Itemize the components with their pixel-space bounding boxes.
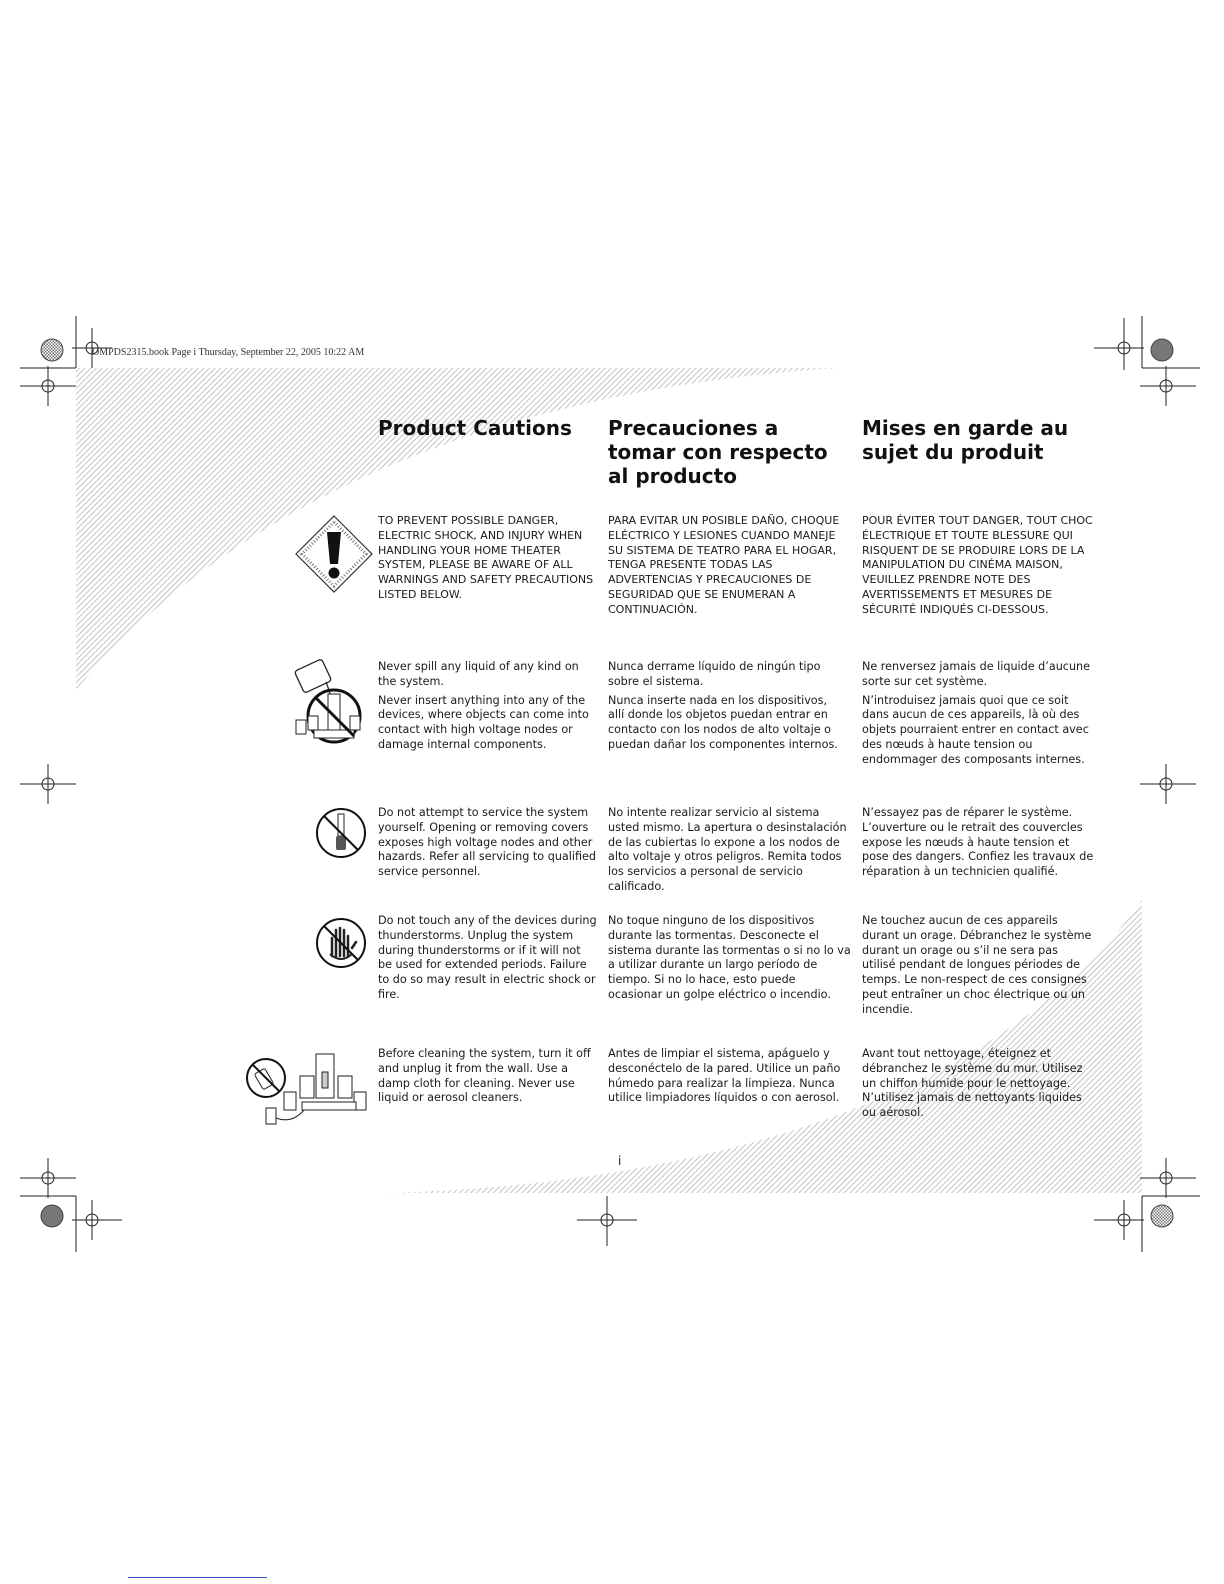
cleaning-caution-es: Antes de limpiar el sistema, apáguelo y desconéctelo de la pared. Utilice un paño húmedo para realizar la limpieza. Nunca utilice limpiadores líquidos o con aerosol. [608, 1047, 841, 1105]
liquid-caution-es-1: Nunca derrame líquido de ningún tipo sobre el sistema. [608, 660, 821, 688]
registration-mark-r3 [1140, 1158, 1196, 1198]
liquid-caution-es-2: Nunca inserte nada en los dispositivos, allí donde los objetos puedan entrar en contacto con los nodos de alto voltaje o puedan dañar los componentes internos. [608, 693, 838, 751]
registration-mark-bc [577, 1196, 637, 1246]
title-fr: Mises en garde au sujet du produit [862, 416, 1069, 464]
print-dot-br [1151, 1205, 1173, 1227]
print-dot-tl [41, 339, 63, 361]
warning-text-fr: POUR ÉVITER TOUT DANGER, TOUT CHOC ÉLECTRIQUE ET TOUTE BLESSURE QUI RISQUENT DE SE PRODUIRE LORS DE LA MANIPULATION DU CINÉMA MAISON, VEUILLEZ PRENDRE NOTE DES AVERTISSEMENTS ET MESURES DE SÉCURITÉ INDIQUÉS CI-DESSOUS. [862, 514, 1093, 616]
no-touch-hand-icon [314, 916, 368, 970]
cleaning-caution-fr: Avant tout nettoyage, éteignez et débranchez le système du mur. Utilisez un chiffon humide pour le nettoyage. N’utilisez jamais de nettoyants liquides ou aérosol. [862, 1047, 1083, 1120]
liquid-caution-fr-2: N’introduisez jamais quoi que ce soit dans aucun de ces appareils, là où des objets pourraient entrer en contact avec des nœuds à haute tension ou endommager des composants internes. [862, 693, 1089, 766]
service-caution-fr: N’essayez pas de réparer le système. L’ouverture ou le retrait des couvercles expose les nœuds à haute tension et pose des dangers. Confiez les travaux de réparation à un technicien qualifié. [862, 806, 1094, 879]
bottom-rule [128, 1577, 267, 1578]
registration-mark-br [1094, 1200, 1144, 1240]
registration-mark-r1 [1140, 366, 1196, 406]
storm-caution-en: Do not touch any of the devices during thunderstorms. Unplug the system during thunderstorms or if it will not be used for extended periods. Failure to do so may result in electric shock or fire. [378, 914, 597, 1001]
registration-mark-l2 [20, 764, 76, 804]
print-dot-tr [1151, 339, 1173, 361]
warning-diamond-icon [294, 514, 374, 594]
liquid-caution-en-2: Never insert anything into any of the devices, where objects can come into contact with high voltage nodes or damage internal components. [378, 693, 589, 751]
storm-caution-es: No toque ninguno de los dispositivos durante las tormentas. Desconecte el sistema durante las tormentas o si no lo va a utilizar durante un largo período de tiempo. Si no lo hace, esto puede ocasionar un golpe eléctrico o incendio. [608, 914, 851, 1001]
liquid-caution-en-1: Never spill any liquid of any kind on the system. [378, 660, 579, 688]
registration-mark-tr [1094, 318, 1144, 370]
registration-mark-bl [72, 1200, 122, 1240]
print-file-info: OMPDS2315.book Page i Thursday, September 22, 2005 10:22 AM [92, 347, 365, 358]
liquid-caution-fr [862, 660, 1094, 772]
service-caution-en: Do not attempt to service the system yourself. Opening or removing covers exposes high voltage nodes and other hazards. Refer all servicing to qualified service personnel. [378, 806, 597, 879]
warning-text-es: PARA EVITAR UN POSIBLE DAÑO, CHOQUE ELÉCTRICO Y LESIONES CUANDO MANEJE SU SISTEMA DE TEATRO PARA EL HOGAR, TENGA PRESENTE TODAS LAS ADVERTENCIAS Y PRECAUCIONES DE SEGURIDAD QUE SE ENUMERAN A CONTINUACIÓN. [608, 514, 840, 616]
warning-text-en: TO PREVENT POSSIBLE DANGER, ELECTRIC SHOCK, AND INJURY WHEN HANDLING YOUR HOME THEATER SYSTEM, PLEASE BE AWARE OF ALL WARNINGS AND SAFETY PRECAUTIONS LISTED BELOW. [378, 514, 594, 601]
print-dot-bl [41, 1205, 63, 1227]
no-aerosol-cleaner-icon [244, 1050, 370, 1130]
liquid-caution-es [608, 660, 840, 757]
title-es: Precauciones a tomar con respecto al producto [608, 416, 828, 488]
title-en: Product Cautions [378, 416, 572, 440]
service-caution-es: No intente realizar servicio al sistema usted mismo. La apertura o desinstalación de las cubiertas lo expone a los nodos de alto voltaje y otros peligros. Remita todos los servicios a personal de servicio calificado. [608, 806, 847, 893]
registration-mark-l3 [20, 1158, 76, 1198]
registration-mark-r2 [1140, 764, 1196, 804]
storm-caution-fr: Ne touchez aucun de ces appareils durant un orage. Débranchez le système durant un orage ou s’il ne sera pas utilisé pendant de longues périodes de temps. Le non-respect de ces consignes peut entraîner un choc électrique ou un incendie. [862, 914, 1092, 1016]
registration-mark-l1 [20, 366, 76, 406]
no-screwdriver-icon [314, 806, 368, 860]
page-number: i [618, 1154, 622, 1168]
cleaning-caution-en: Before cleaning the system, turn it off and unplug it from the wall. Use a damp cloth for cleaning. Never use liquid or aerosol cleaners. [378, 1047, 591, 1105]
no-liquid-spill-icon [284, 658, 374, 748]
liquid-caution-fr-1: Ne renversez jamais de liquide d’aucune sorte sur cet système. [862, 660, 1091, 688]
liquid-caution-en [378, 660, 596, 757]
